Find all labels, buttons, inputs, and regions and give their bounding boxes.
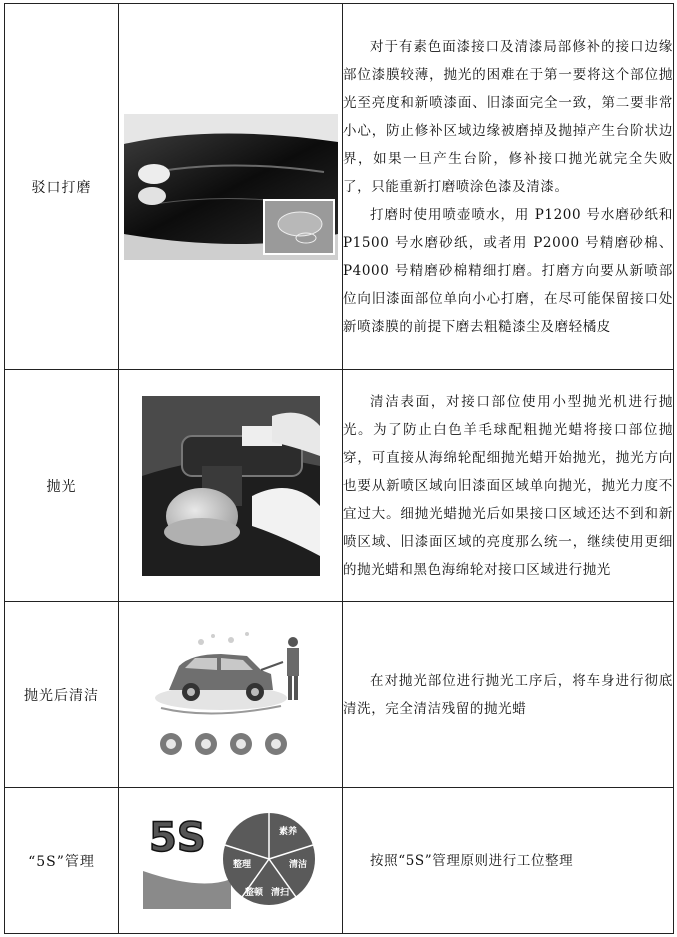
step-name: 抛光	[5, 370, 119, 602]
table-row	[5, 788, 674, 934]
polisher-machine-photo	[142, 396, 320, 576]
procedure-table	[4, 3, 674, 934]
5s-logo-text: 5S	[148, 814, 206, 861]
table-row	[5, 370, 674, 602]
description-paragraph: 在对抛光部位进行抛光工序后，将车身进行彻底清洗，完全清洁残留的抛光蜡	[343, 672, 673, 717]
image-cell	[119, 370, 343, 602]
5s-segment-label: 整理	[232, 859, 251, 870]
car-wash-illustration	[151, 624, 311, 766]
description	[343, 370, 674, 602]
5s-diagram	[141, 809, 321, 913]
5s-segment-label: 整顿	[244, 887, 263, 898]
table-row	[5, 4, 674, 370]
car-panel-sanding-photo	[124, 114, 338, 260]
description-paragraph: 按照“5S”管理原则进行工位整理	[370, 852, 574, 869]
description-paragraph: 清洁表面，对接口部位使用小型抛光机进行抛光。为了防止白色羊毛球配粗抛光蜡将接口部位抛穿，可直接从海绵轮配细抛光蜡开始抛光，抛光方向也要从新喷区域向旧漆面区域单向抛光，抛光力度不宜过大。细抛光蜡抛光后如果接口区域还达不到和新喷区域、旧漆面区域的亮度那么统一，继续使用更细的抛光蜡和黑色海绵轮对接口区域进行抛光	[343, 393, 673, 578]
step-name: 抛光后清洁	[5, 602, 119, 788]
table-row	[5, 602, 674, 788]
image-cell	[119, 788, 343, 934]
image-cell	[119, 4, 343, 370]
step-name: 驳口打磨	[5, 4, 119, 370]
description	[343, 4, 674, 370]
5s-segment-label: 清洁	[288, 859, 307, 870]
image-cell	[119, 602, 343, 788]
5s-segment-label: 清扫	[270, 887, 289, 898]
description	[343, 788, 674, 934]
5s-segment-label: 素养	[278, 826, 297, 837]
step-name: “5S”管理	[5, 788, 119, 934]
description-paragraph: 打磨时使用喷壶喷水，用 P1200 号水磨砂纸和 P1500 号水磨砂纸，或者用 P2000 号精磨砂棉、P4000 号精磨砂棉精细打磨。打磨方向要从新喷部位向旧漆面部位单向小心打磨，在尽可能保留接口处新喷漆膜的前提下磨去粗糙漆尘及磨轻橘皮	[343, 206, 673, 335]
description	[343, 602, 674, 788]
description-paragraph: 对于有素色面漆接口及清漆局部修补的接口边缘部位漆膜较薄，抛光的困难在于第一要将这个部位抛光至亮度和新喷漆面、旧漆面完全一致，第二要非常小心，防止修补区域边缘被磨掉及抛掉产生台阶状边界，如果一旦产生台阶，修补接口抛光就完全失败了，只能重新打磨喷涂色漆及清漆。	[343, 38, 673, 195]
